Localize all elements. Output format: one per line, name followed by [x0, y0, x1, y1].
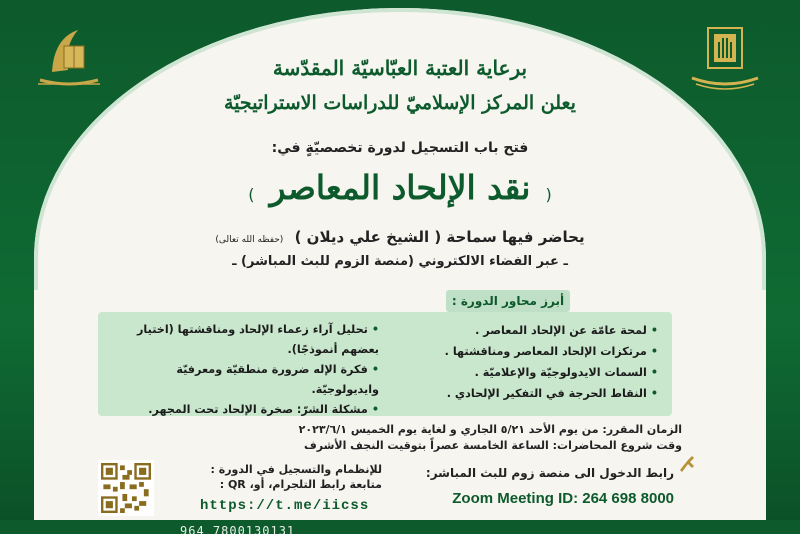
announcer-line: يعلن المركز الإسلاميّ للدراسات الاستراتيجيّة	[224, 92, 576, 114]
telegram-info	[172, 462, 382, 492]
sponsor-line: برعاية العتبة العبّاسيّة المقدّسة	[272, 56, 528, 80]
axis-item: • النقاط الحرجة في التفكير الإلحادي .	[391, 383, 658, 404]
registration-line: فتح باب التسجيل لدورة تخصصيّةٍ في:	[271, 140, 529, 156]
title-paren-close: )	[248, 185, 255, 204]
footer-bar	[0, 520, 800, 534]
axis-item: • مرتكزات الإلحاد المعاصر ومناقشتها .	[391, 341, 658, 362]
axis-item: • مشكلة الشرّ: صخرة الإلحاد تحت المجهر.	[112, 400, 379, 420]
delivery-line: ـ عبر الفضاء الالكتروني (منصة الزوم للبث المباشر) ـ	[232, 254, 568, 269]
axis-item: • السمات الايدولوجيّة والإعلاميّة .	[391, 362, 658, 383]
axes-right-column	[391, 320, 658, 410]
axes-heading: أبرز محاور الدورة :	[446, 290, 570, 312]
axes-panel	[98, 312, 672, 416]
title-paren-open: (	[545, 185, 552, 204]
schedule-period: الزمان المقرر: من يوم الأحد ٥/٢١ الجاري و لغاية يوم الخميس ٢٠٢٣/٦/١	[298, 423, 682, 436]
telegram-line1: للإنظمام والتسجيل في الدورة :	[210, 463, 382, 476]
axis-item: • لمحة عامّة عن الإلحاد المعاصر .	[391, 320, 658, 341]
axis-item: • تحليل آراء زعماء الإلحاد ومناقشتها (اختيار بعضهم أنموذجًا).	[112, 320, 379, 360]
course-title-row	[0, 168, 800, 207]
footer-phone: 964 7800130131	[180, 524, 296, 534]
zoom-meeting-id[interactable]: Zoom Meeting ID: 264 698 8000	[452, 490, 674, 507]
schedule-time: وقت شروع المحاضرات: الساعة الخامسة عصراً بتوقيت النجف الأشرف	[303, 439, 682, 452]
lecturer-honorific: (حفظه الله تعالى)	[215, 235, 284, 245]
course-title: نقد الإلحاد المعاصر	[269, 168, 531, 207]
qr-code[interactable]	[98, 460, 154, 516]
schedule-block	[299, 422, 682, 454]
link-hand-icon	[676, 452, 698, 474]
lecturer-text: يحاضر فيها سماحة ( الشيخ علي ديلان )	[294, 228, 585, 246]
axis-item: • فكرة الإله ضرورة منطقيّة ومعرفيّة وايديولوجيّة.	[112, 360, 379, 400]
lecturer-row	[0, 228, 800, 246]
telegram-line2: متابعة رابط التلجرام، أو، QR :	[219, 478, 382, 491]
zoom-label: رابط الدخول الى منصة زوم للبث المباشر:	[425, 466, 674, 480]
telegram-link[interactable]: https://t.me/iicss	[200, 498, 370, 514]
axes-left-column	[112, 320, 379, 416]
